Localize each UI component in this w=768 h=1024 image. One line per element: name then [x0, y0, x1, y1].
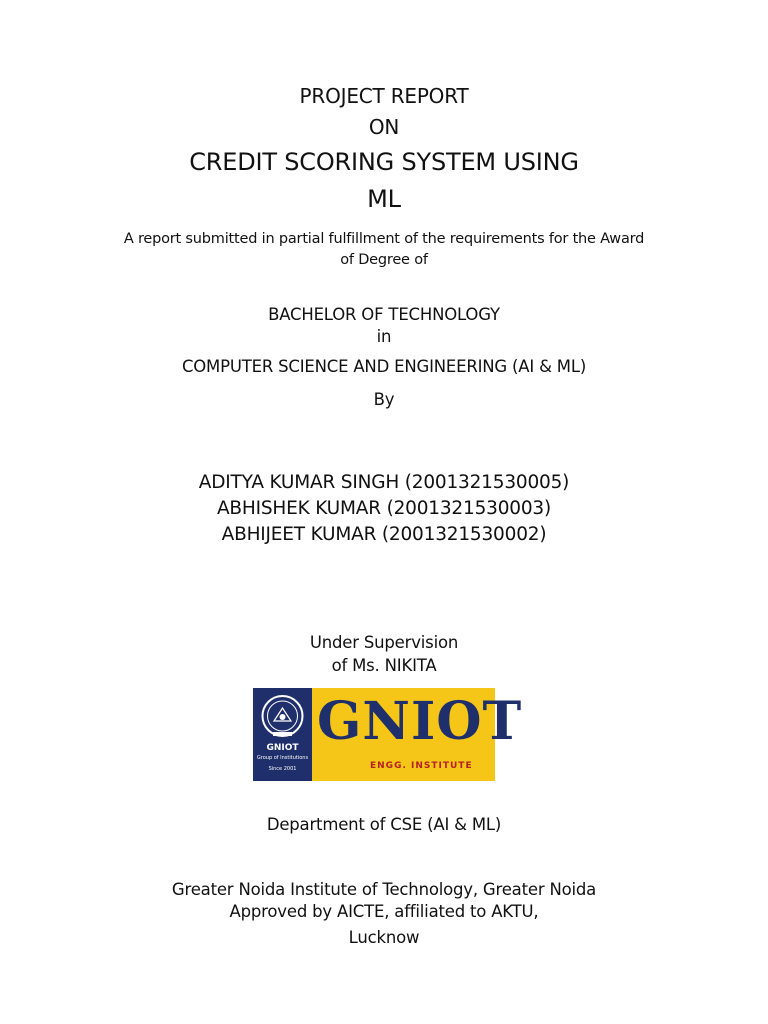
department: Department of CSE (AI & ML) — [266, 815, 502, 834]
submission-line1: A report submitted in partial fulfillment of the requirements for the Award — [123, 231, 645, 247]
degree-branch: COMPUTER SCIENCE AND ENGINEERING (AI & ML) — [181, 357, 587, 376]
author-1: ADITYA KUMAR SINGH (2001321530005) — [198, 472, 570, 493]
report-title-line2: ML — [367, 185, 401, 213]
submission-line2: of Degree of — [340, 252, 428, 268]
degree-by: By — [373, 390, 395, 409]
gniot-brand — [312, 688, 523, 781]
seal-since: Since 2001 — [268, 766, 297, 772]
header-project-report: PROJECT REPORT — [299, 84, 469, 108]
institute-line3: Lucknow — [348, 928, 420, 947]
degree-name: BACHELOR OF TECHNOLOGY — [268, 305, 500, 324]
header-on: ON — [368, 115, 400, 139]
institute-line2: Approved by AICTE, affiliated to AKTU, — [229, 902, 539, 921]
seal-subtitle: Group of Institutions — [256, 755, 309, 761]
author-2: ABHISHEK KUMAR (2001321530003) — [216, 498, 552, 519]
supervision-line1: Under Supervision — [309, 633, 459, 652]
gniot-seal — [253, 688, 312, 781]
author-3: ABHIJEET KUMAR (2001321530002) — [221, 524, 547, 545]
supervision-line2: of Ms. NIKITA — [331, 656, 437, 675]
degree-in: in — [376, 327, 392, 346]
report-title-line1: CREDIT SCORING SYSTEM USING — [189, 148, 579, 176]
institute-line1: Greater Noida Institute of Technology, Greater Noida — [171, 880, 597, 899]
brand-tagline: ENGG. INSTITUTE — [370, 761, 473, 771]
gniot-logo — [253, 688, 523, 781]
seal-name: GNIOT — [266, 743, 299, 753]
brand-wordmark: GNIOT — [317, 691, 523, 752]
seal-emblem-icon — [253, 688, 312, 744]
